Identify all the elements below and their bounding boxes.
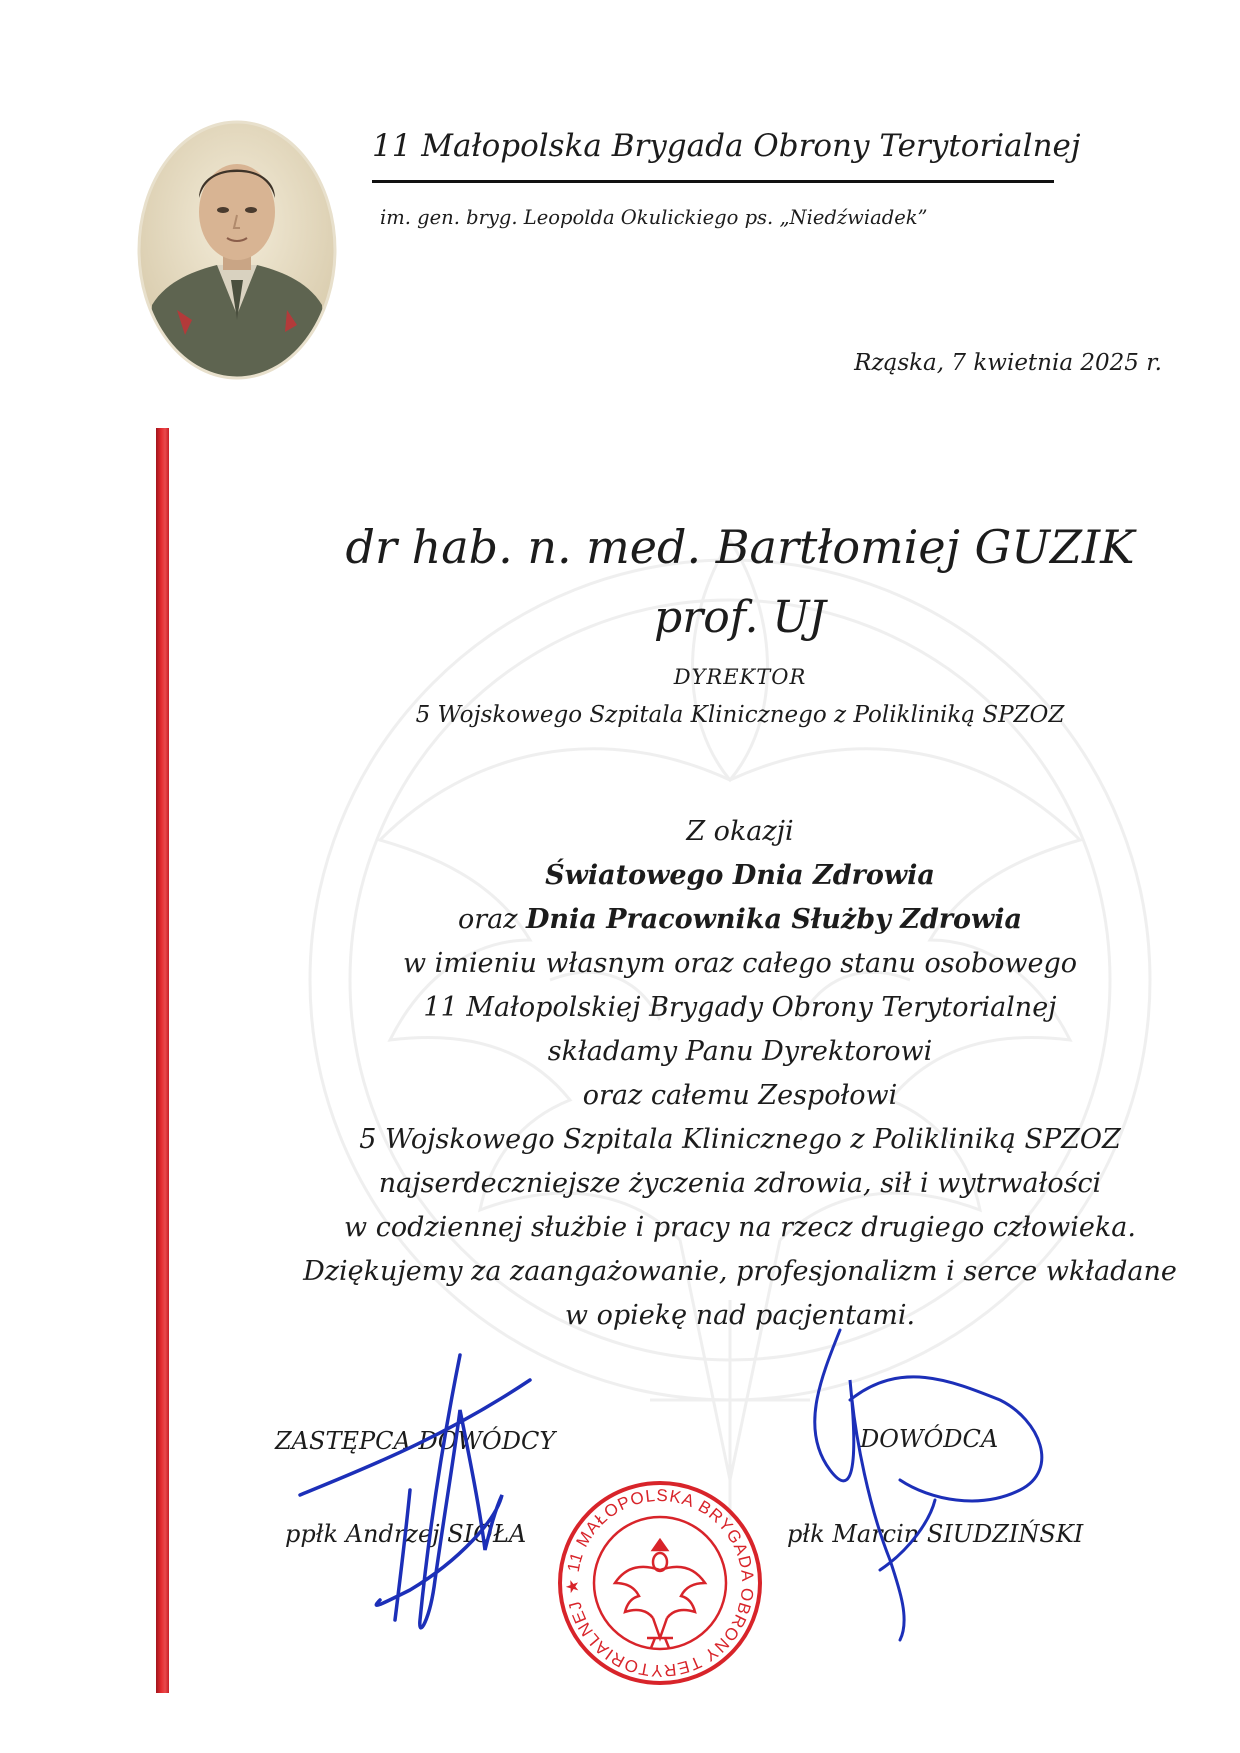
red-side-stripe: [156, 428, 169, 1693]
polish-eagle-emblem-icon: [615, 1540, 705, 1648]
recipient-name: dr hab. n. med. Bartłomiej GUZIK: [345, 520, 1135, 574]
stamp-text: [563, 1486, 757, 1680]
header-divider: [372, 180, 1054, 183]
body-line: 11 Małopolskiej Brygady Obrony Terytorialnej: [423, 992, 1057, 1023]
recipient-institution: 5 Wojskowego Szpitala Klinicznego z Polikliniką SPZOZ: [415, 702, 1065, 728]
body-text-bold: Dnia Pracownika Służby Zdrowia: [526, 904, 1023, 935]
body-line: oraz całemu Zespołowi: [582, 1080, 898, 1111]
commander-title: DOWÓDCA: [860, 1425, 999, 1453]
letter-body: [240, 810, 1240, 1338]
recipient-title: prof. UJ: [654, 592, 826, 643]
body-line: składamy Panu Dyrektorowi: [547, 1036, 933, 1067]
body-text: oraz: [457, 904, 527, 935]
deputy-commander-title: ZASTĘPCA DOWÓDCY: [275, 1427, 556, 1455]
commander-name: płk Marcin SIUDZIŃSKI: [787, 1520, 1084, 1548]
body-line: w imieniu własnym oraz całego stanu osobowego: [402, 948, 1078, 979]
official-stamp: [555, 1478, 765, 1688]
general-portrait: [137, 120, 337, 380]
place-and-date: Rząska, 7 kwietnia 2025 r.: [854, 350, 1162, 376]
body-line: w opiekę nad pacjentami.: [564, 1300, 916, 1331]
body-line: 5 Wojskowego Szpitala Klinicznego z Polikliniką SPZOZ: [359, 1124, 1121, 1155]
body-line: najserdeczniejsze życzenia zdrowia, sił i wytrwałości: [378, 1168, 1102, 1199]
brigade-patron-subtitle: im. gen. bryg. Leopolda Okulickiego ps. „Niedźwiadek”: [380, 206, 928, 229]
body-line: w codziennej służbie i pracy na rzecz drugiego człowieka.: [344, 1212, 1136, 1243]
body-line: Dziękujemy za zaangażowanie, profesjonalizm i serce wkładane: [303, 1256, 1177, 1287]
body-line-occasion-2: [240, 898, 1240, 942]
brigade-name-heading: 11 Małopolska Brygada Obrony Terytorialnej: [372, 128, 1081, 164]
recipient-role: DYREKTOR: [673, 665, 807, 689]
deputy-commander-name: ppłk Andrzej SIOŁA: [285, 1520, 527, 1548]
body-line: Z okazji: [686, 816, 794, 847]
deputy-signature: [270, 1320, 570, 1650]
stamp-text-path: 11 MAŁOPOLSKA BRYGADA OBRONY TERYTORIALNEJ ★: [562, 1485, 758, 1681]
body-line-occasion: Światowego Dnia Zdrowia: [545, 860, 935, 891]
commander-signature: [760, 1320, 1090, 1650]
